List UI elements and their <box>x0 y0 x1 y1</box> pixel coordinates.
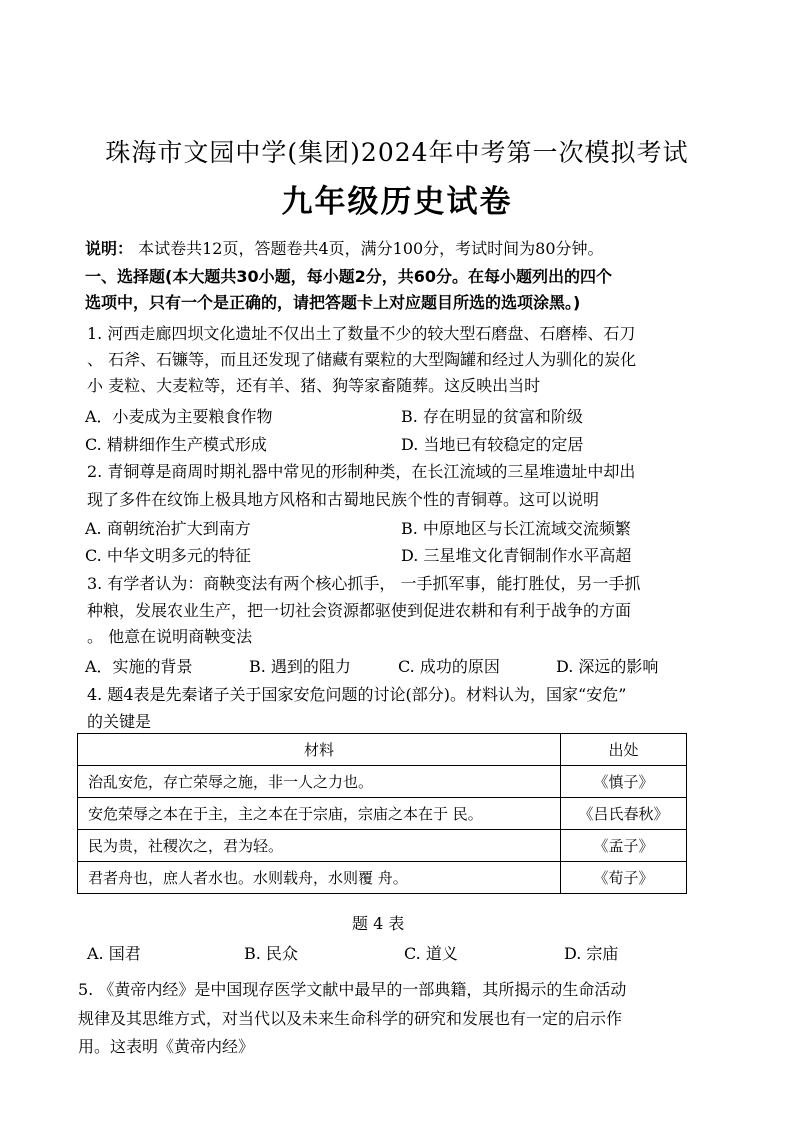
table-header-row <box>78 734 687 766</box>
instructions-label: 说明： <box>85 239 134 258</box>
table-cell-material: 君者舟也，庶人者水也。水则载舟，水则覆 舟。 <box>78 862 561 894</box>
q4-table-caption: 题 4 表 <box>352 914 405 933</box>
table-cell-material: 安危荣辱之本在于主，主之本在于宗庙，宗庙之本在于 民。 <box>78 798 561 830</box>
q1-option-d: D. 当地已有较稳定的定居 <box>401 435 584 454</box>
q3-line3: 。 他意在说明商鞅变法 <box>87 627 253 646</box>
q2-option-b: B. 中原地区与长江流域交流频繁 <box>401 519 631 538</box>
q3-option-c: C. 成功的原因 <box>398 657 500 676</box>
table-header-material: 材料 <box>78 734 561 766</box>
table-header-source: 出处 <box>561 734 687 766</box>
table-cell-material: 治乱安危，存亡荣辱之施，非一人之力也。 <box>78 766 561 798</box>
q4-option-c: C. 道义 <box>404 944 458 963</box>
q4-option-a: A. 国君 <box>87 944 141 963</box>
table-cell-source: 《荀子》 <box>561 862 687 894</box>
table-row <box>78 798 687 830</box>
q4-line1: 4. 题4表是先秦诸子关于国家安危问题的讨论(部分)。材料认为，国家“安危” <box>87 685 627 704</box>
q1-option-c: C. 精耕细作生产模式形成 <box>85 435 267 454</box>
section1-line2: 选项中，只有一个是正确的，请把答题卡上对应题目所选的选项涂黑。) <box>85 293 581 312</box>
instructions <box>85 236 604 259</box>
exam-title: 珠海市文园中学(集团)2024年中考第一次模拟考试 <box>105 138 689 167</box>
q1-line3: 小 麦粒、大麦粒等，还有羊、猪、狗等家畜随葬。这反映出当时 <box>87 376 541 395</box>
q4-table <box>77 733 687 894</box>
table-row <box>78 830 687 862</box>
q5-line1: 5. 《黄帝内经》是中国现存医学文献中最早的一部典籍，其所揭示的生命活动 <box>78 980 627 999</box>
q2-option-d: D. 三星堆文化青铜制作水平高超 <box>401 546 632 565</box>
q4-option-b: B. 民众 <box>244 944 298 963</box>
table-row <box>78 862 687 894</box>
q3-line2: 种粮，发展农业生产，把一切社会资源都驱使到促进农耕和有利于战争的方面 <box>87 601 632 620</box>
q1-option-a: A．小麦成为主要粮食作物 <box>85 407 273 426</box>
q3-option-d: D. 深远的影响 <box>556 657 659 676</box>
q1-line2: 、 石斧、石镰等，而且还发现了储藏有粟粒的大型陶罐和经过人为驯化的炭化 <box>87 350 637 369</box>
q3-option-b: B. 遇到的阻力 <box>249 657 351 676</box>
q5-line3: 用。这表明《黄帝内经》 <box>78 1037 255 1056</box>
table-row <box>78 766 687 798</box>
q1-line1: 1. 河西走廊四坝文化遗址不仅出土了数量不少的较大型石磨盘、石磨棒、石刀 <box>87 324 636 343</box>
table-cell-material: 民为贵，社稷次之，君为轻。 <box>78 830 561 862</box>
q2-option-a: A. 商朝统治扩大到南方 <box>85 519 251 538</box>
q3-line1: 3. 有学者认为：商鞅变法有两个核心抓手， 一手抓军事，能打胜仗，另一手抓 <box>87 574 641 593</box>
table-cell-source: 《吕氏春秋》 <box>561 798 687 830</box>
exam-subtitle: 九年级历史试卷 <box>281 184 513 220</box>
section1-line1: 一、选择题(本大题共30小题，每小题2分，共60分。在每小题列出的四个 <box>85 267 612 286</box>
table-cell-source: 《慎子》 <box>561 766 687 798</box>
table-cell-source: 《孟子》 <box>561 830 687 862</box>
q4-line2: 的关键是 <box>87 712 152 731</box>
q2-line2: 现了多件在纹饰上极具地方风格和古蜀地民族个性的青铜尊。这可以说明 <box>87 490 600 509</box>
q2-option-c: C. 中华文明多元的特征 <box>85 546 251 565</box>
q3-option-a: A．实施的背景 <box>85 657 193 676</box>
q2-line1: 2. 青铜尊是商周时期礼器中常见的形制种类，在长江流域的三星堆遗址中却出 <box>87 462 636 481</box>
q4-option-d: D. 宗庙 <box>564 944 619 963</box>
instructions-text: 本试卷共12页，答题卷共4页，满分100分，考试时间为80分钟。 <box>133 239 604 258</box>
q5-line2: 规律及其思维方式，对当代以及未来生命科学的研究和发展也有一定的启示作 <box>78 1009 623 1028</box>
q1-option-b: B. 存在明显的贫富和阶级 <box>401 407 583 426</box>
